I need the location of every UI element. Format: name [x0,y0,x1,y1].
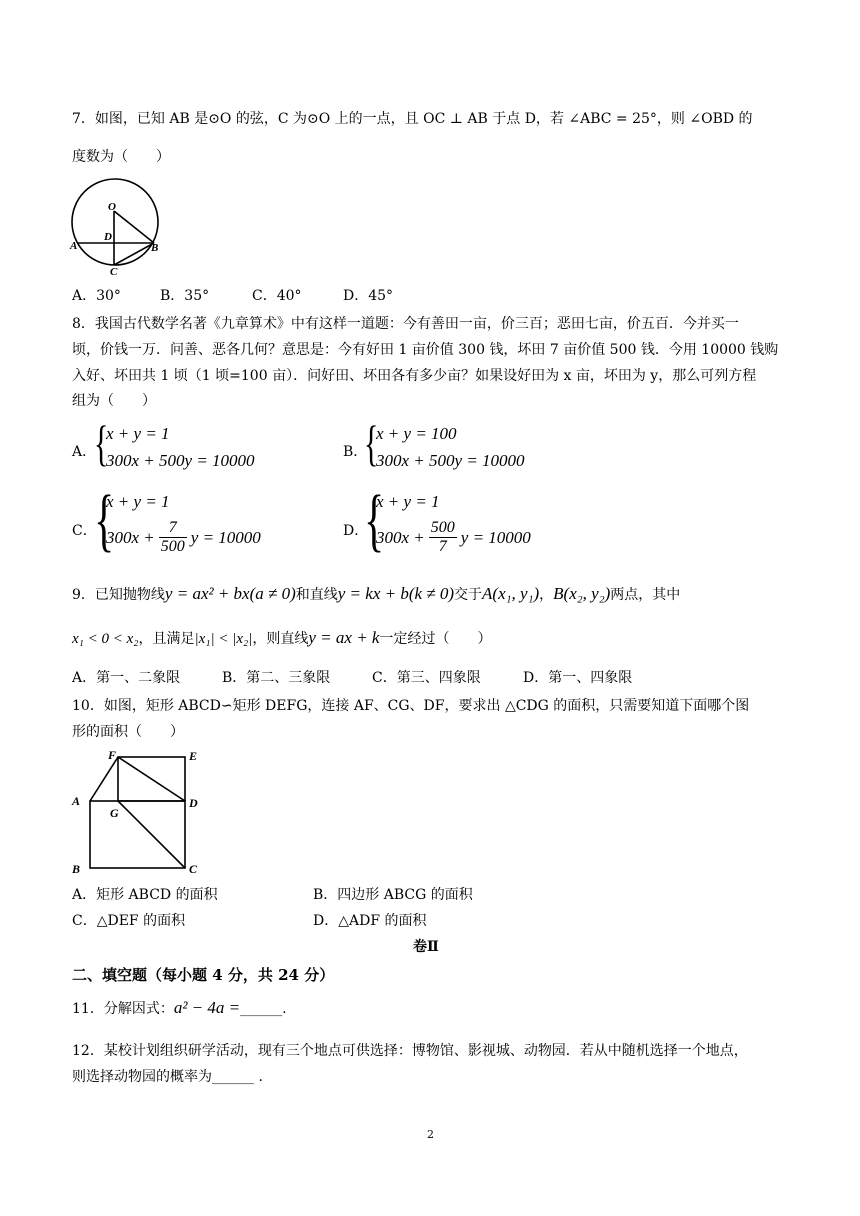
circle-o [72,179,158,265]
q11-text: 11．分解因式： [72,1001,174,1017]
page-number: 2 [427,1128,434,1141]
segment-af [90,757,118,801]
q8-option-b-eq1: x + y = 100 [376,424,457,443]
segment-ob [114,211,154,243]
q7-option-c: C．40° [252,288,302,304]
q9-option-d: D．第一、四象限 [523,670,633,686]
segment-df [118,757,185,801]
label-c2: C [189,862,198,876]
q8-option-b-label: B． [343,444,368,460]
q8-line3: 入好、坏田共 1 顷（1 顷=100 亩）．问好田、坏田各有多少亩？如果设好田为 x 亩，坏田为 y，那么可列方程 [72,368,757,384]
volume-2-heading: 卷Ⅱ [413,939,439,955]
q8-option-d-numerator: 500 [430,519,455,536]
q9-line2-text-c: 一定经过（ ） [379,631,492,647]
q8-line2: 顷，价钱一万．问善、恶各几何？意思是：今有好田 1 亩价值 300 钱，坏田 7 亩价值 500 钱．今用 10000 钱购 [72,342,779,358]
q9-condition-1: x₁ < 0 < x₂ [72,631,139,647]
section-2-heading: 二、填空题（每小题 4 分，共 24 分） [72,966,335,984]
label-b: B [151,242,159,254]
q12-line1: 12．某校计划组织研学活动，现有三个地点可供选择：博物馆、影视城、动物园．若从中随机选择一个地点， [72,1043,748,1059]
q8-option-c-label: C． [72,523,97,539]
label-b2: B [72,862,81,876]
q9-point-a: A(x₁, y₁) [482,584,540,603]
q8-option-d-brace: { [364,482,385,559]
q8-option-c-numerator: 7 [159,519,187,538]
segment-cb [114,243,154,265]
q10-option-b: B．四边形 ABCG 的面积 [313,887,473,903]
q8-option-a-eq1: x + y = 1 [106,424,170,443]
q9-line-eq: y = kx + b(k ≠ 0) [337,584,455,603]
q7-option-a: A．30° [72,288,121,304]
q8-option-d-eq1: x + y = 1 [376,492,440,511]
q8-option-d-eq2-post: y = 10000 [460,527,531,547]
label-g: G [110,806,119,820]
q8-line4: 组为（ ） [72,393,156,409]
q8-option-d-label: D． [343,523,369,539]
q9-line1-text-b: 和直线 [295,587,338,603]
q9-line-eq-2: y = ax + k [308,628,380,647]
q9-line1 [72,584,680,604]
q10-line1: 10．如图，矩形 ABCD∽矩形 DEFG，连接 AF、CG、DF，要求出 △CDG 的面积，只需要知道下面哪个图 [72,698,750,714]
q8-option-a-label: A． [72,444,97,460]
q11-blank: ______. [240,1001,287,1017]
q10-option-a: A．矩形 ABCD 的面积 [72,887,218,903]
q7-option-d: D．45° [343,288,394,304]
q12-line2: 则选择动物园的概率为______ . [72,1069,263,1085]
q8-option-c-denominator: 500 [160,538,185,555]
label-d: D [104,231,112,243]
q7-line2: 度数为（ ） [72,149,170,165]
q10-rectangles-figure [68,745,208,880]
q9-line1-text-e: 两点，其中 [610,587,681,603]
q8-option-c-fraction [159,519,187,556]
q11-expression: a² − 4a = [173,998,241,1017]
segment-cg [118,801,185,868]
q8-option-d-denominator: 7 [438,538,447,555]
q7-circle-figure [68,168,163,280]
label-a: A [70,240,78,252]
label-e: E [189,749,198,763]
q10-option-c: C．△DEF 的面积 [72,913,186,929]
label-c: C [110,266,118,278]
q9-line2-text-b: ，则直线 [252,631,309,647]
q9-option-c: C．第三、四象限 [372,670,481,686]
q8-option-c-eq1: x + y = 1 [106,492,170,511]
q8-option-d-fraction [429,519,457,556]
label-d2: D [189,796,198,810]
q8-option-a-eq2: 300x + 500y = 10000 [106,451,255,470]
q9-option-a: A．第一、二象限 [72,670,181,686]
q9-point-b: B(x₂, y₂) [553,584,611,603]
label-a2: A [72,794,81,808]
q8-option-c-eq2-pre: 300x + [106,527,155,547]
q8-option-a-brace: { [94,415,109,471]
q8-option-c-eq2-post: y = 10000 [190,527,261,547]
q9-line1-text-c: 交于 [454,587,483,603]
label-f: F [108,748,117,762]
q9-line1-text-a: 9．已知抛物线 [72,587,165,603]
q8-line1: 8．我国古代数学名著《九章算术》中有这样一道题：今有善田一亩，价三百；恶田七亩，价五百．今并买一 [72,316,739,332]
q8-option-d-eq2 [376,519,531,556]
q9-line2-text-a: ，且满足 [138,631,195,647]
q8-option-d-eq2-pre: 300x + [376,527,425,547]
q10-line2: 形的面积（ ） [72,724,184,740]
q11-line [72,998,287,1018]
q7-line1: 7．如图，已知 AB 是⊙O 的弦，C 为⊙O 上的一点，且 OC ⊥ AB 于点 D，若 ∠ABC = 25°，则 ∠OBD 的 [72,111,753,127]
q8-option-b-brace: { [364,415,379,471]
rect-abcd [90,801,185,868]
q9-option-b: B．第二、三象限 [222,670,331,686]
q10-option-d: D．△ADF 的面积 [313,913,427,929]
label-o: O [108,201,116,213]
q8-option-b-eq2: 300x + 500y = 10000 [376,451,525,470]
q8-option-c-brace: { [94,482,115,559]
q8-option-c-eq2 [106,519,261,556]
q7-option-b: B．35° [160,288,210,304]
q9-line1-text-d: ， [539,587,554,603]
q9-parabola-eq: y = ax² + bx(a ≠ 0) [164,584,296,603]
q9-line2 [72,628,491,648]
q9-condition-2: |x₁| < |x₂| [194,631,253,647]
